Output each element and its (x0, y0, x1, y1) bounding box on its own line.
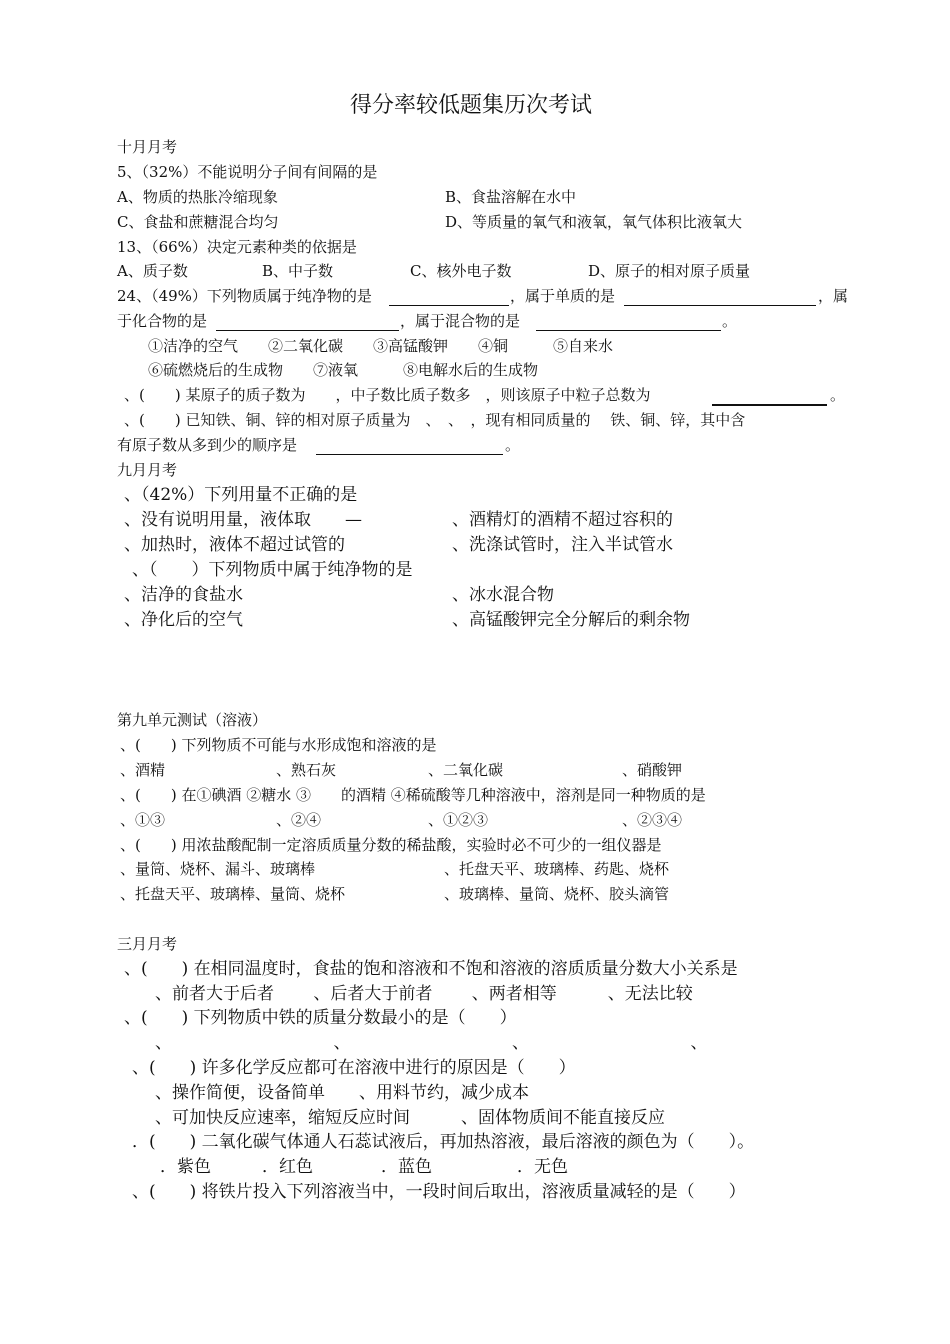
option: A、质子数 (117, 262, 188, 280)
option: 、洁净的食盐水 (124, 585, 243, 605)
option: 、①②③ (428, 811, 489, 829)
option: 、①③ (120, 811, 166, 829)
option: 、高锰酸钾完全分解后的剩余物 (452, 610, 690, 630)
option-list: ①洁净的空气 ②二氧化碳 ③高锰酸钾 ④铜 ⑤自来水 (148, 337, 614, 355)
question-text: 有原子数从多到少的顺序是 (117, 436, 298, 454)
question: 、（42%）下列用量不正确的是 (124, 485, 358, 505)
option: 、净化后的空气 (124, 610, 243, 630)
option: 、二氧化碳 (428, 761, 504, 779)
option: C、核外电子数 (410, 262, 512, 280)
option: B、食盐溶解在水中 (445, 188, 577, 206)
question: 、( ) 在相同温度时，食盐的饱和溶液和不饱和溶液的溶质质量分数大小关系是 (124, 959, 738, 979)
question-text: 、( ) 已知铁、铜、锌的相对原子质量为 、 、 ，现有相同质量的 铁、铜、锌，其中含 (124, 411, 746, 429)
section-heading: 第九单元测试（溶液） (117, 711, 268, 729)
section-heading: 十月月考 (117, 138, 178, 156)
question: 、( ) 用浓盐酸配制一定溶质质量分数的稀盐酸，实验时必不可少的一组仪器是 (120, 836, 662, 854)
question-text: 于化合物的是 (117, 312, 208, 330)
question-text: ，属 (818, 287, 849, 305)
question: 、( ) 下列物质中铁的质量分数最小的是（ ） (124, 1008, 517, 1028)
option: 、②③④ (622, 811, 683, 829)
question: 5、（32%）不能说明分子间有间隔的是 (117, 163, 378, 181)
question: 、（ ）下列物质中属于纯净物的是 (132, 560, 413, 580)
question: ．( ) 二氧化碳气体通人石蕊试液后，再加热溶液，最后溶液的颜色为（ ）。 (132, 1132, 755, 1152)
option: 、冰水混合物 (452, 585, 554, 605)
option: A、物质的热胀冷缩现象 (117, 188, 278, 206)
option: 、硝酸钾 (622, 761, 683, 779)
option: B、中子数 (262, 262, 334, 280)
page-title: 得分率较低题集历次考试 (350, 93, 593, 118)
option: D、原子的相对原子质量 (588, 262, 751, 280)
question-text: 。 (505, 436, 521, 454)
option: 、可加快反应速率，缩短反应时间 、固体物质间不能直接反应 (155, 1108, 665, 1128)
question: 、( ) 将铁片投入下列溶液当中，一段时间后取出，溶液质量减轻的是（ ） (132, 1182, 746, 1202)
answer-blank[interactable] (712, 404, 827, 406)
option: 、操作简便，设备简单 、用料节约，减少成本 (155, 1083, 529, 1103)
question-text: ，属于单质的是 (510, 287, 616, 305)
option: 、托盘天平、玻璃棒、药匙、烧杯 (444, 860, 670, 878)
option: 、熟石灰 (276, 761, 337, 779)
option-list: 、 、 、 、 (155, 1033, 708, 1053)
question-text: 、( ) 某原子的质子数为 ，中子数比质子数多 ，则该原子中粒子总数为 (124, 386, 651, 404)
answer-blank[interactable] (316, 454, 503, 455)
answer-blank[interactable] (536, 330, 721, 331)
question-text: 24、（49%）下列物质属于纯净物的是 (117, 287, 372, 305)
answer-blank[interactable] (624, 305, 816, 306)
answer-blank[interactable] (216, 330, 399, 331)
section-heading: 九月月考 (117, 461, 178, 479)
option: D、等质量的氧气和液氧，氧气体积比液氧大 (445, 213, 743, 231)
option-list: 、前者大于后者 、后者大于前者 、两者相等 、无法比较 (155, 984, 693, 1004)
option: 、托盘天平、玻璃棒、量筒、烧杯 (120, 885, 346, 903)
question: 、( ) 在①碘酒 ②糖水 ③ 的酒精 ④稀硫酸等几种溶液中，溶剂是同一种物质的是 (120, 786, 706, 804)
answer-blank[interactable] (389, 305, 509, 306)
question-text: ，属于混合物的是 (400, 312, 521, 330)
option: 、玻璃棒、量筒、烧杯、胶头滴管 (444, 885, 670, 903)
question-text: 。 (830, 386, 846, 404)
option: 、没有说明用量，液体取 — (124, 510, 362, 530)
option: C、食盐和蔗糖混合均匀 (117, 213, 279, 231)
option: 、加热时，液体不超过试管的 (124, 535, 345, 555)
question: 、( ) 许多化学反应都可在溶液中进行的原因是（ ） (132, 1058, 576, 1078)
section-heading: 三月月考 (117, 935, 178, 953)
question-text: 。 (722, 312, 738, 330)
option: 、②④ (276, 811, 322, 829)
option: 、酒精灯的酒精不超过容积的 (452, 510, 673, 530)
option: 、洗涤试管时，注入半试管水 (452, 535, 673, 555)
option: 、酒精 (120, 761, 166, 779)
option-list: ⑥硫燃烧后的生成物 ⑦液氧 ⑧电解水后的生成物 (148, 361, 539, 379)
question: 13、（66%）决定元素种类的依据是 (117, 238, 357, 256)
option-list: ．紫色 ．红色 ．蓝色 ．无色 (160, 1157, 568, 1177)
question: 、( ) 下列物质不可能与水形成饱和溶液的是 (120, 736, 437, 754)
option: 、量筒、烧杯、漏斗、玻璃棒 (120, 860, 316, 878)
